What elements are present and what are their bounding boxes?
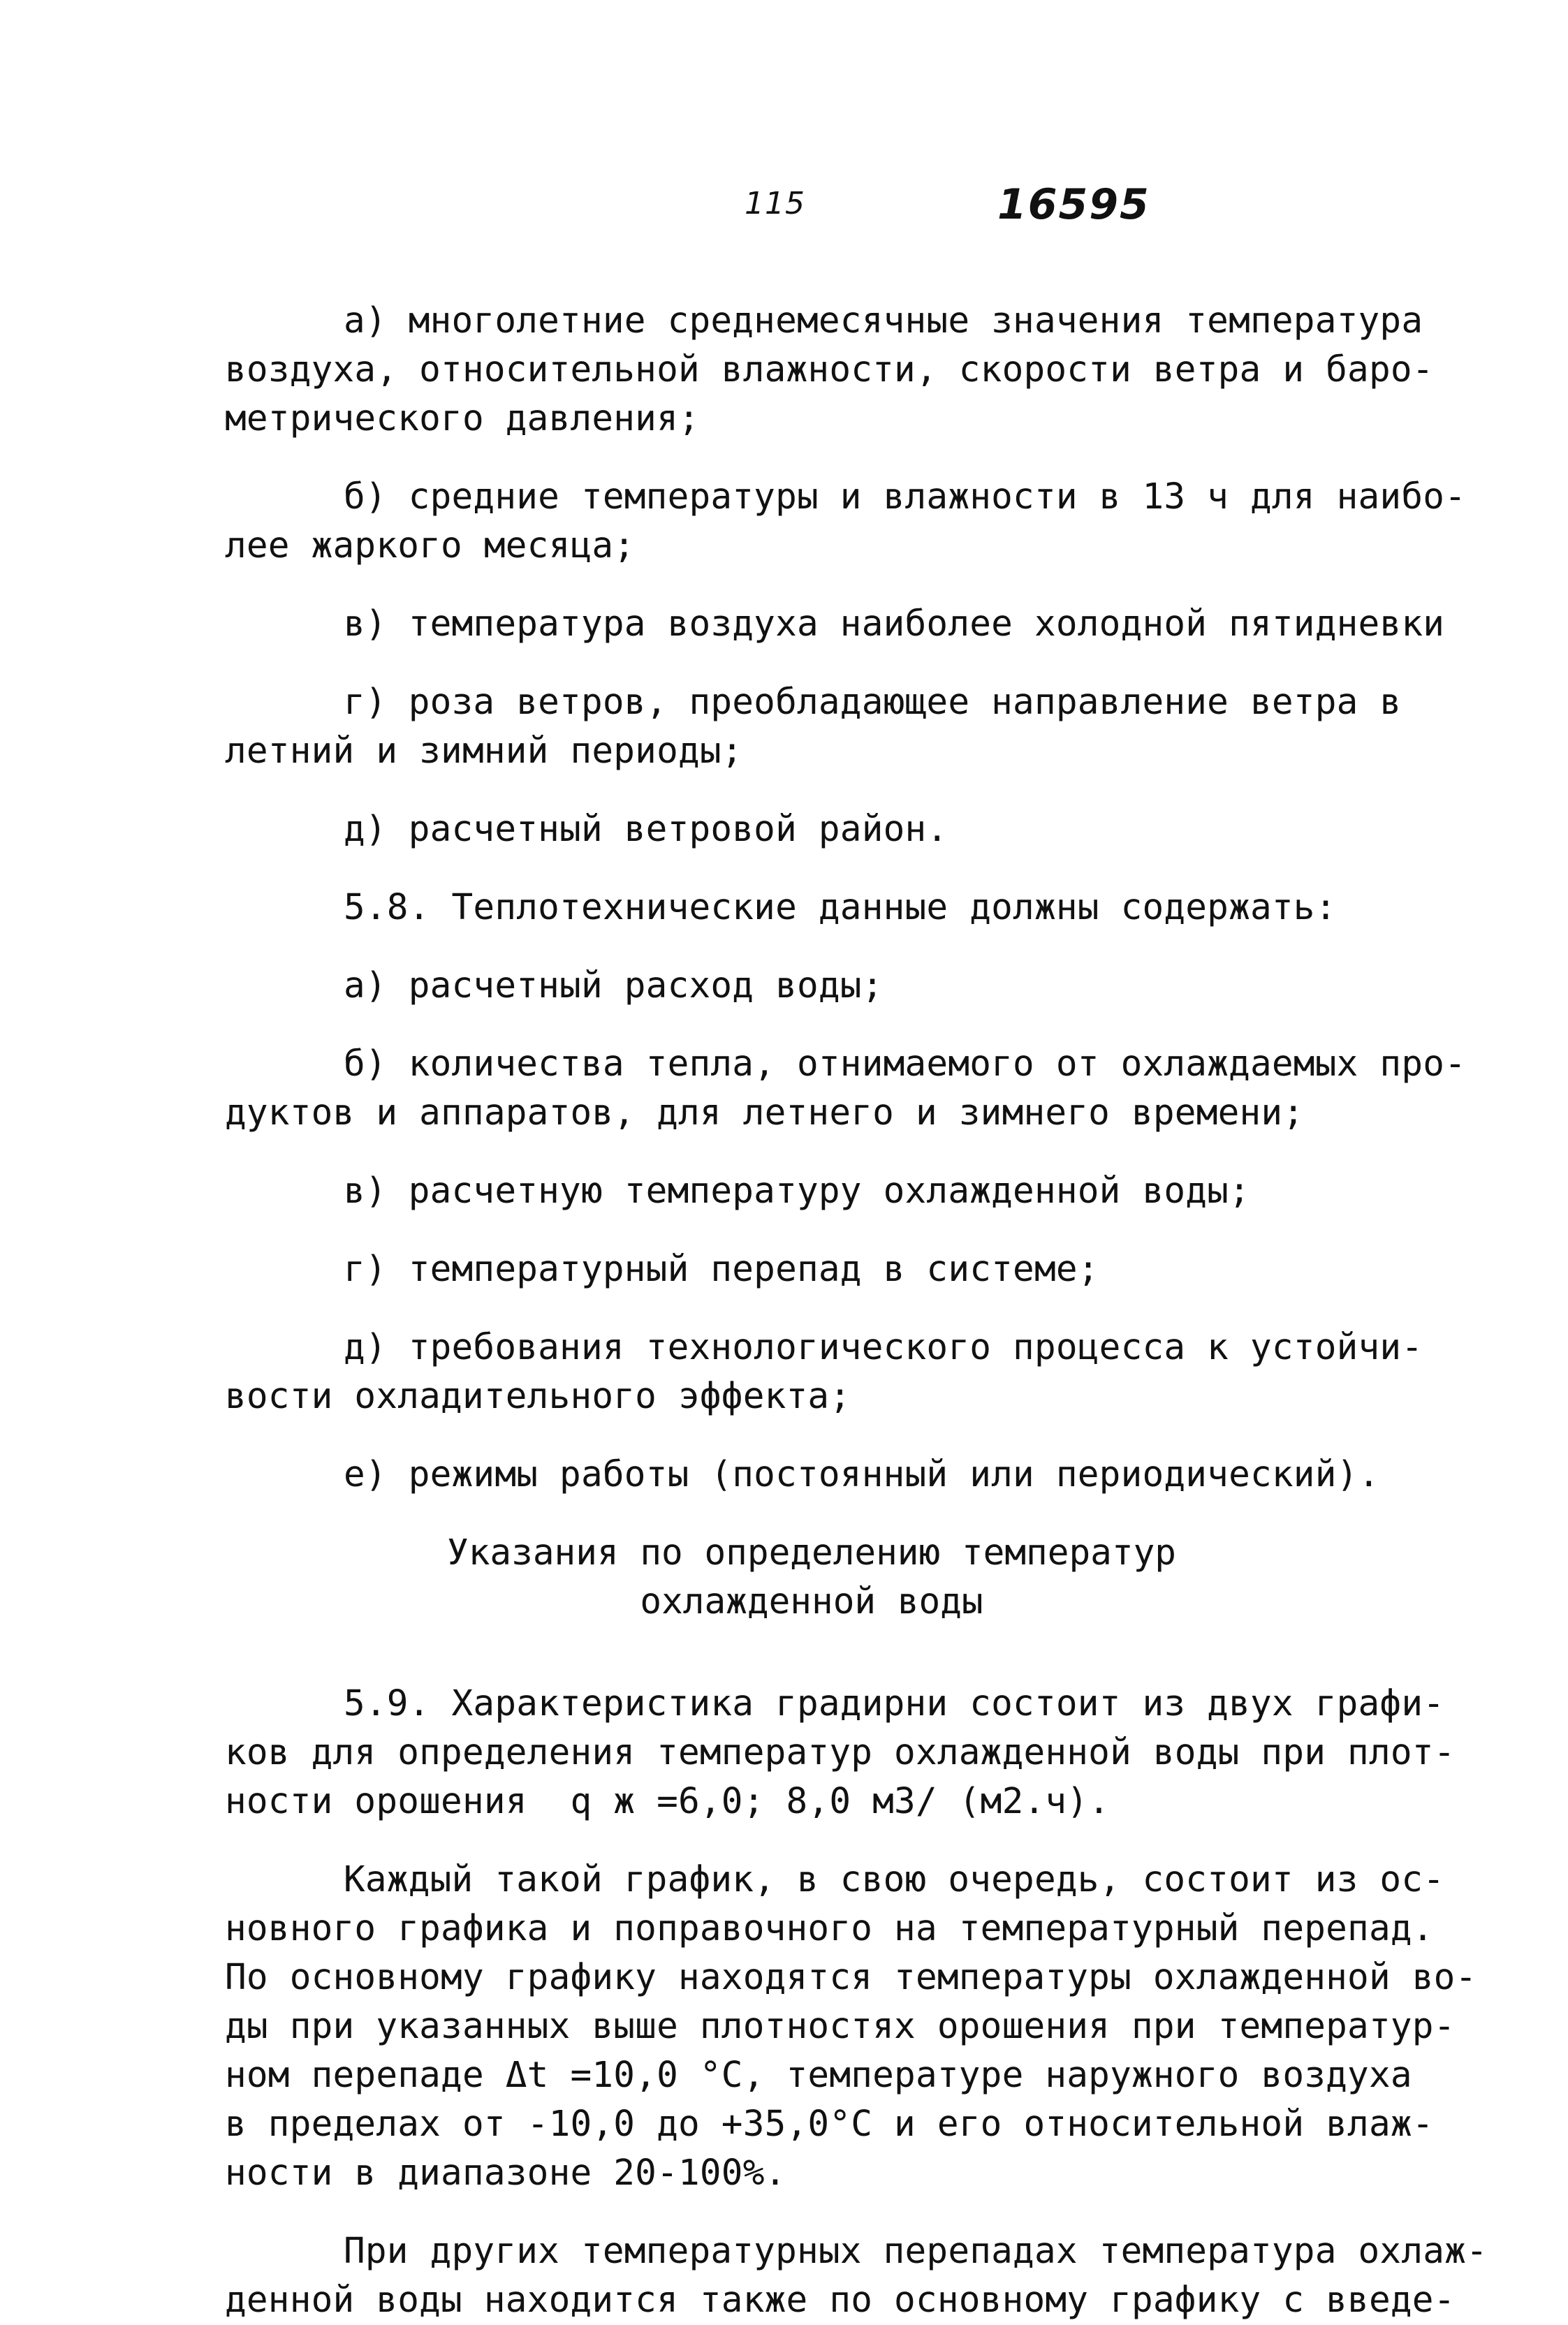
text-line: е) режимы работы (постоянный или периодический). bbox=[344, 1454, 1380, 1495]
text-line: в) расчетную температуру охлажденной воды; bbox=[344, 1171, 1250, 1212]
text-line: 5.8. Теплотехнические данные должны содержать: bbox=[344, 887, 1337, 928]
text-line: в) температура воздуха наиболее холодной пятидневки bbox=[344, 603, 1445, 645]
text-line: воздуха, относительной влажности, скорости ветра и баро- bbox=[225, 349, 1434, 390]
heading-line: охлажденной воды bbox=[640, 1581, 983, 1622]
paragraph bbox=[225, 1451, 1398, 1499]
text-line: в пределах от -10,0 до +35,0°C и его относительной влаж- bbox=[225, 2104, 1434, 2145]
text-line: метрического давления; bbox=[225, 398, 700, 439]
text-line: лее жаркого месяца; bbox=[225, 525, 636, 566]
page-header bbox=[0, 180, 1568, 243]
paragraph bbox=[225, 678, 1402, 776]
text-line: 5.9. Характеристика градирни состоит из двух графи- bbox=[344, 1683, 1445, 1724]
text-line: д) требования технологического процесса к устойчи- bbox=[344, 1327, 1423, 1368]
paragraph bbox=[225, 883, 1398, 932]
text-line: д) расчетный ветровой район. bbox=[344, 809, 948, 850]
text-line: ности в диапазоне 20-100%. bbox=[225, 2152, 786, 2194]
paragraph bbox=[225, 1040, 1467, 1138]
text-line: б) количества тепла, отнимаемого от охлаждаемых про- bbox=[344, 1043, 1467, 1085]
paragraph bbox=[225, 600, 1445, 649]
paragraph bbox=[225, 805, 1398, 854]
text-line: новного графика и поправочного на температурный перепад. bbox=[225, 1908, 1434, 1949]
text-line: вости охладительного эффекта; bbox=[225, 1376, 851, 1417]
paragraph bbox=[225, 1856, 1477, 2198]
text-line: По основному графику находятся температуры охлажденной во- bbox=[225, 1957, 1477, 1998]
text-line: а) многолетние среднемесячные значения температура bbox=[344, 300, 1423, 342]
paragraph bbox=[225, 1680, 1456, 1826]
text-line: При других температурных перепадах температура охлаж- bbox=[344, 2231, 1488, 2272]
paragraph bbox=[225, 2227, 1488, 2325]
section-heading bbox=[225, 1529, 1398, 1627]
text-line: дуктов и аппаратов, для летнего и зимнего времени; bbox=[225, 1092, 1305, 1134]
paragraph bbox=[225, 297, 1434, 443]
text-line: б) средние температуры и влажности в 13 ч для наибо- bbox=[344, 476, 1467, 518]
text-line: ности орошения q ж =6,0; 8,0 м3/ (м2.ч). bbox=[225, 1781, 1111, 1822]
document-number: 16595 bbox=[997, 180, 1150, 229]
page-number: 115 bbox=[745, 186, 805, 221]
heading-line: Указания по определению температур bbox=[447, 1532, 1176, 1574]
text-line: ном перепаде Δt =10,0 °C, температуре наружного воздуха bbox=[225, 2055, 1412, 2096]
paragraph bbox=[225, 1245, 1398, 1294]
paragraph bbox=[225, 1167, 1398, 1216]
text-line: летний и зимний периоды; bbox=[225, 731, 743, 772]
text-line: а) расчетный расход воды; bbox=[344, 965, 884, 1006]
text-line: ков для определения температур охлажденной воды при плот- bbox=[225, 1732, 1456, 1773]
paragraph bbox=[225, 962, 1398, 1011]
text-line: денной воды находится также по основному графику с введе- bbox=[225, 2280, 1456, 2321]
paragraph bbox=[225, 1323, 1423, 1421]
paragraph bbox=[225, 473, 1467, 571]
text-line: г) температурный перепад в системе; bbox=[344, 1249, 1099, 1290]
text-line: г) роза ветров, преобладающее направление ветра в bbox=[344, 682, 1402, 723]
text-line: Каждый такой график, в свою очередь, состоит из ос- bbox=[344, 1859, 1445, 1900]
text-line: ды при указанных выше плотностях орошения при температур- bbox=[225, 2006, 1456, 2047]
document-body bbox=[225, 297, 1488, 2325]
